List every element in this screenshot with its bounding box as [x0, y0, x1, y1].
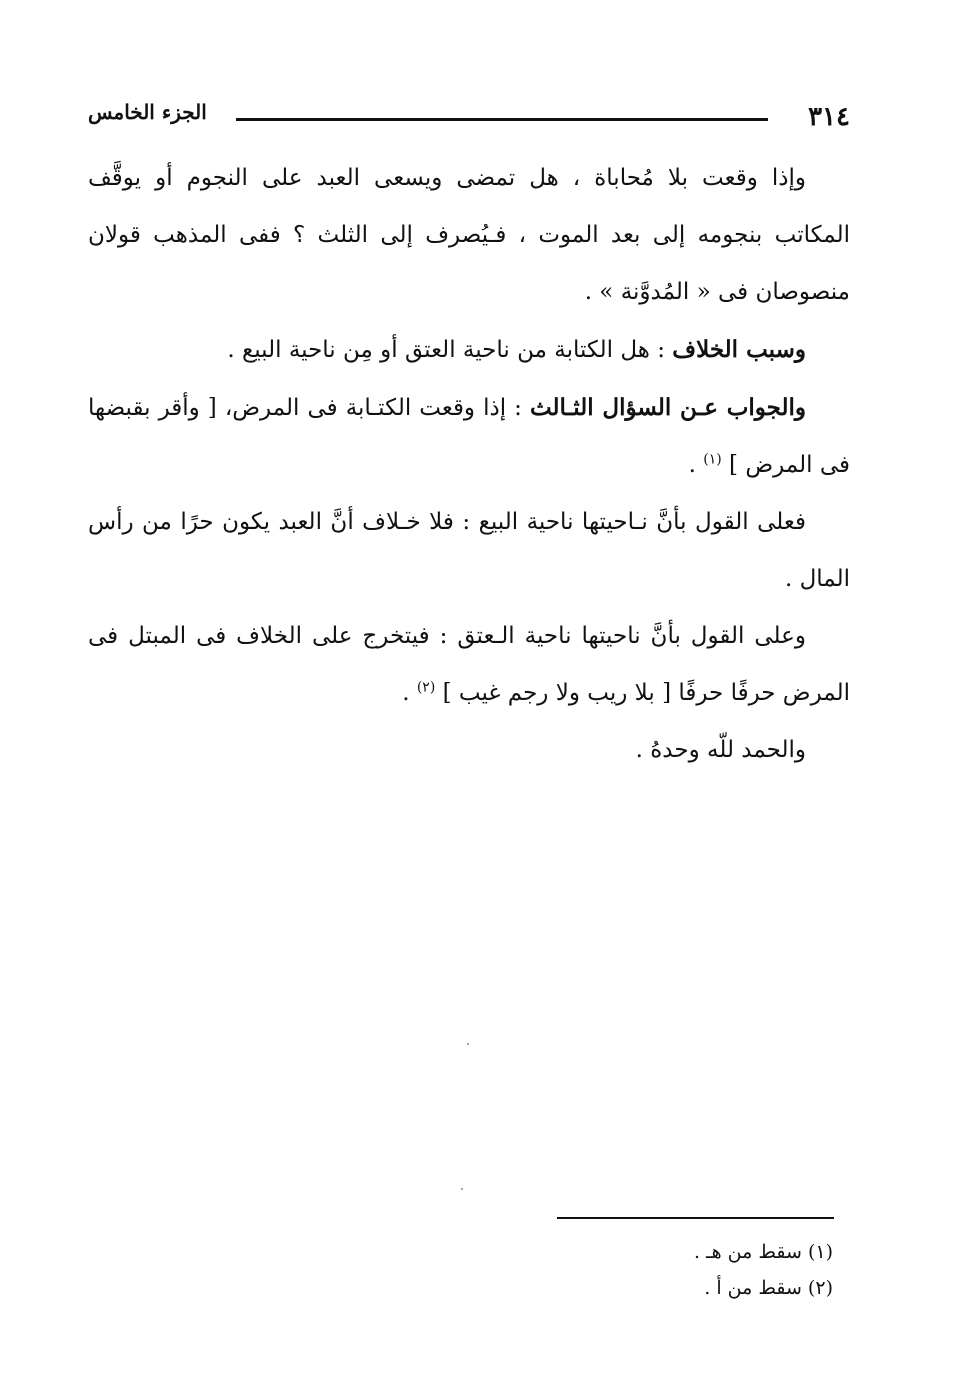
footnote-ref-2: (٢): [416, 679, 436, 696]
footnotes: [533, 1234, 833, 1306]
paragraph-4: فعلى القول بأنَّ نـاحيتها ناحية البيع : فلا خـلاف أنَّ العبد يكون حرًا من رأس المال .: [88, 509, 850, 592]
footnote-1: (١) سقط من هـ .: [693, 1241, 833, 1263]
paragraph-3-text: : إذا وقعت الكتـابة فى المرض، [ وأقر بقبضها فى المرض ]: [88, 395, 850, 478]
paragraph-6: والحمد للّه وحدهُ .: [635, 737, 806, 763]
page-header: [88, 98, 850, 138]
page-number: ٣١٤: [808, 102, 850, 132]
paragraph-1: وإذا وقعت بلا مُحاباة ، هل تمضى ويسعى العبد على النجوم أو يوقَّف المكاتب بنجومه إلى بعد الموت ، فـيُصرف إلى الثلث ؟ ففى المذهب قولان منصوصان فى « المُدوَّنة » .: [88, 165, 850, 305]
paragraph-2: [88, 321, 850, 379]
footnote-ref-1: (١): [703, 451, 722, 468]
running-head: الجزء الخامس: [88, 100, 207, 124]
paragraph-3-end: .: [688, 452, 704, 478]
footnote-rule: [557, 1217, 834, 1219]
paragraph-3-lead: والجواب عـن السؤال الثـالث: [529, 394, 806, 421]
scan-speck: [461, 1188, 463, 1190]
paragraph-5: [88, 608, 850, 722]
paragraph-2-text: : هل الكتابة من ناحية العتق أو مِن ناحية البيع .: [227, 337, 673, 363]
header-rule: [236, 118, 768, 121]
scan-speck: [467, 1043, 469, 1045]
paragraph-3: [88, 379, 850, 494]
main-text: [88, 150, 850, 779]
footnote-2: (٢) سقط من أ .: [704, 1277, 833, 1299]
paragraph-5-text: وعلى القول بأنَّ ناحيتها ناحية الـعتق : فيتخرج على الخلاف فى المبتل فى المرض حرفًا حرفًا [ بلا ريب ولا رجم غيب ]: [88, 623, 850, 706]
paragraph-2-lead: وسبب الخلاف: [672, 336, 806, 363]
paragraph-5-end: .: [402, 680, 417, 706]
